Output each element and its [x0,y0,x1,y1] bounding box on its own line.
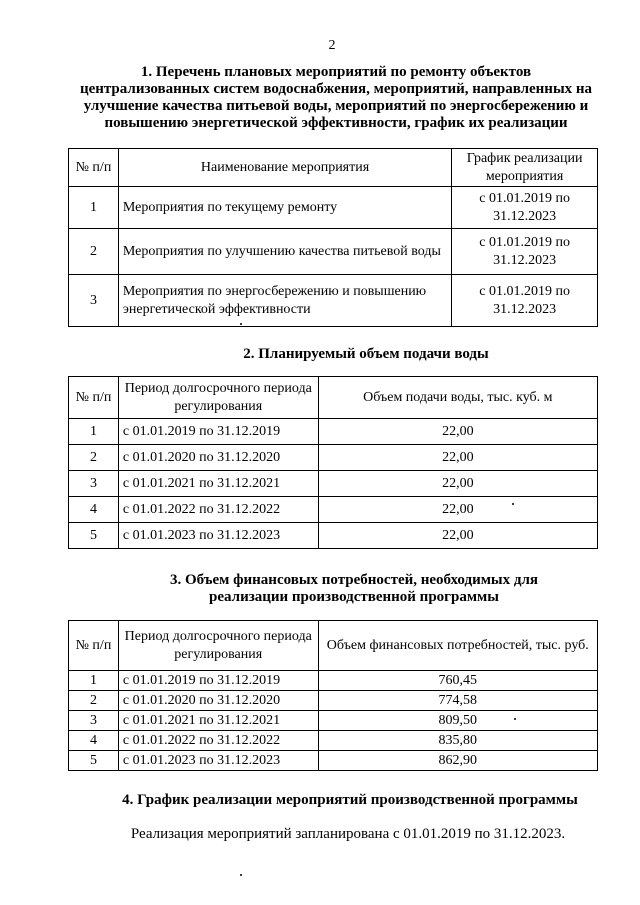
row-num: 3 [69,711,119,731]
row-num: 2 [69,445,119,471]
section2-title [40,346,640,363]
table-row [69,711,598,731]
section2-title-text: 2. Планируемый объем подачи воды [243,346,489,362]
header-name: Наименование мероприятия [118,149,451,187]
row-period: с 01.01.2021 по 31.12.2021 [118,711,318,731]
section4-title-text: 4. График реализации мероприятий производственной программы [122,792,578,808]
table-row [69,445,598,471]
table-row [69,497,598,523]
table-row [69,229,598,275]
row-volume: 22,00 [318,419,597,445]
row-name: Мероприятия по текущему ремонту [118,187,451,229]
row-period: с 01.01.2023 по 31.12.2023 [118,523,318,549]
section1-title-line: 1. Перечень плановых мероприятий по ремонту объектов [140,64,532,80]
section3-title-line: 3. Объем финансовых потребностей, необходимых для [169,572,539,588]
finance-header-row [69,621,598,671]
header-num: № п/п [69,621,119,671]
row-num: 4 [69,497,119,523]
row-volume: 22,00 [318,523,597,549]
table-row [69,523,598,549]
row-num: 2 [69,691,119,711]
header-period: Период долгосрочного периода регулирования [118,377,318,419]
scan-speck [514,718,516,720]
section3-title [40,572,640,606]
table-row [69,471,598,497]
row-num: 5 [69,751,119,771]
row-schedule: с 01.01.2019 по 31.12.2023 [452,275,598,327]
row-num: 5 [69,523,119,549]
row-num: 3 [69,275,119,327]
row-period: с 01.01.2019 по 31.12.2019 [118,419,318,445]
row-period: с 01.01.2020 по 31.12.2020 [118,691,318,711]
row-finance: 774,58 [318,691,597,711]
water-header-row [69,377,598,419]
header-period: Период долгосрочного периода регулирования [118,621,318,671]
row-num: 3 [69,471,119,497]
row-finance: 862,90 [318,751,597,771]
table-row [69,671,598,691]
row-period: с 01.01.2023 по 31.12.2023 [118,751,318,771]
row-schedule: с 01.01.2019 по 31.12.2023 [452,187,598,229]
table-row [69,275,598,327]
table-row [69,419,598,445]
row-finance: 809,50 [318,711,597,731]
row-num: 4 [69,731,119,751]
row-period: с 01.01.2021 по 31.12.2021 [118,471,318,497]
row-num: 1 [69,187,119,229]
row-name: Мероприятия по энергосбережению и повышению энергетической эффективности [118,275,451,327]
table-row [69,691,598,711]
header-num: № п/п [69,377,119,419]
row-finance: 760,45 [318,671,597,691]
row-num: 1 [69,419,119,445]
section1-title-line: улучшение качества питьевой воды, мероприятий по энергосбережению и [83,98,589,114]
table-row [69,731,598,751]
row-period: с 01.01.2019 по 31.12.2019 [118,671,318,691]
section4-text: Реализация мероприятий запланирована с 01.01.2019 по 31.12.2023. [130,826,566,842]
measures-header-row [69,149,598,187]
section4-title [0,792,640,809]
section1-title-line: централизованных систем водоснабжения, мероприятий, направленных на [79,81,593,97]
finance-table [68,620,598,771]
row-volume: 22,00 [318,445,597,471]
scan-speck [240,874,242,876]
section3-title-line: реализации производственной программы [209,589,499,605]
table-row [69,751,598,771]
section1-title-line: повышению энергетической эффективности, график их реализации [104,115,568,131]
measures-table [68,148,598,327]
row-name: Мероприятия по улучшению качества питьевой воды [118,229,451,275]
row-num: 1 [69,671,119,691]
row-period: с 01.01.2022 по 31.12.2022 [118,731,318,751]
row-num: 2 [69,229,119,275]
water-supply-table [68,376,598,549]
page-number: 2 [328,38,336,53]
row-finance: 835,80 [318,731,597,751]
header-finance: Объем финансовых потребностей, тыс. руб. [318,621,597,671]
scan-speck [240,323,242,325]
table-row [69,187,598,229]
header-num: № п/п [69,149,119,187]
header-volume: Объем подачи воды, тыс. куб. м [318,377,597,419]
row-volume: 22,00 [318,497,597,523]
row-schedule: с 01.01.2019 по 31.12.2023 [452,229,598,275]
row-period: с 01.01.2022 по 31.12.2022 [118,497,318,523]
scan-speck [512,503,514,505]
row-period: с 01.01.2020 по 31.12.2020 [118,445,318,471]
header-schedule: График реализации мероприятия [452,149,598,187]
row-volume: 22,00 [318,471,597,497]
section1-title [40,64,632,132]
